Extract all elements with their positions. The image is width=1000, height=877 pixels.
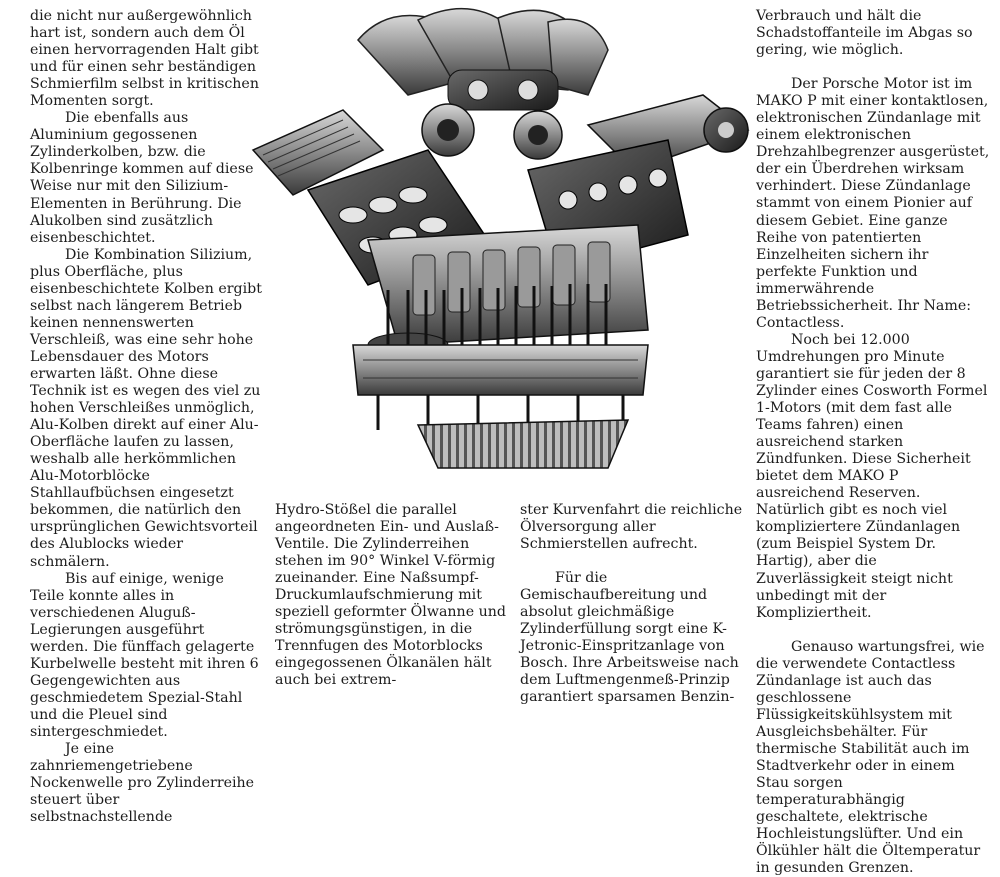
paragraph: Noch bei 12.000 Umdrehungen pro Minute garantiert sie für jeden der 8 Zylinder eines Cosworth Formel 1-Motors (mit dem fast alle Teams fahren) einen ausreichend starken Zündfunken. Diese Sicherheit bietet dem MAKO P ausreichend Reserven. Natürlich gibt es noch viel kompliziertere Zündanlagen (zum Beispiel System Dr. Hartig), aber die Zuverlässigkeit steigt nicht unbedingt mit der Kompliziertheit. bbox=[756, 331, 988, 621]
oil-pan bbox=[418, 420, 628, 468]
paragraph: ster Kurvenfahrt die reichliche Ölversorgung aller Schmierstellen aufrecht. bbox=[520, 502, 743, 553]
paragraph: Genauso wartungsfrei, wie die verwendete Contactless Zündanlage ist auch das geschlossene Flüssigkeitskühlsystem mit Ausgleichsbehälter. Für thermische Stabilität auch im Stadtverkehr oder in einem Stau sorgen temperaturabhängig geschaltete, elektrische Hochleistungslüfter. Und ein Ölkühler hält die Öltemperatur in gesunden Grenzen. bbox=[756, 638, 985, 877]
paragraph: die nicht nur außergewöhnlich hart ist, sondern auch dem Öl einen hervorragenden Halt gibt und für einen sehr beständigen Schmierfilm selbst in kritischen Momenten sorgt. bbox=[30, 8, 259, 110]
throttle-bodies bbox=[422, 104, 562, 159]
text-column-1 bbox=[30, 8, 262, 826]
paragraph: Bis auf einige, wenige Teile konnte alles in verschiedenen Aluguß-Legierungen ausgeführt werden. Die fünffach gelagerte Kurbelwelle besteht mit ihren 6 Gegengewichten aus geschmiedetem Spezial-Stahl und die Pleuel sind sintergeschmiedet. bbox=[30, 570, 259, 740]
intake-manifold bbox=[358, 9, 608, 110]
paragraph: Hydro-Stößel die parallel angeordneten Ein- und Auslaß-Ventile. Die Zylinderreihen stehen im 90° Winkel V-förmig zueinander. Eine Naßsumpf-Druckumlaufschmierung mit speziell geformter Ölwanne und strömungsgünstigen, in die Trennfugen des Motorblocks eingegossenen Ölkanälen hält auch bei extrem- bbox=[275, 502, 506, 689]
paragraph: Für die Gemischaufbereitung und absolut gleichmäßige Zylinderfüllung sorgt eine K-Jetronic-Einspritzanlage von Bosch. Ihre Arbeitsweise nach dem Luftmengenmeß-Prinzip garantiert sparsamen Benzin- bbox=[520, 570, 739, 706]
text-column-4 bbox=[756, 8, 990, 877]
paragraph: Die ebenfalls aus Aluminium gegossenen Zylinderkolben, bzw. die Kolbenringe kommen auf diese Weise nur mit den Silizium-Elementen in Berührung. Die Alukolben sind zusätzlich eisenbeschichtet. bbox=[30, 110, 254, 246]
text-column-2 bbox=[275, 502, 515, 690]
text-column-3 bbox=[520, 502, 750, 707]
paragraph: Der Porsche Motor ist im MAKO P mit einer kontaktlosen, elektronischen Zündanlage mit einem elektronischen Drehzahlbegrenzer ausgerüstet, der ein Überdrehen wirksam verhindert. Diese Zündanlage stammt von einem Pionier auf diesem Gebiet. Eine ganze Reihe von patentierten Einzelheiten sichern ihr perfekte Funktion und immerwährende Betriebssicherheit. Ihr Name: Contactless. bbox=[756, 76, 990, 331]
crankcase bbox=[353, 345, 648, 395]
paragraph: Verbrauch und hält die Schadstoffanteile im Abgas so gering, wie möglich. bbox=[756, 8, 973, 59]
engine-exploded-illustration bbox=[248, 0, 760, 470]
paragraph: Die Kombination Silizium, plus Oberfläche, plus eisenbeschichtete Kolben ergibt selbst nach längerem Betrieb keinen nennenswerten Verschleiß, was eine sehr hohe Lebensdauer des Motors erwarten läßt. Ohne diese Technik ist es wegen des viel zu hohen Verschleißes unmöglich, Alu-Kolben direkt auf einer Alu-Oberfläche laufen zu lassen, weshalb alle herkömmlichen Alu-Motorblöcke Stahllaufbüchsen eingesetzt bekommen, die natürlich den ursprünglichen Gewichtsvorteil des Alublocks wieder schmälern. bbox=[30, 246, 262, 570]
paragraph: Je eine zahnriemengetriebene Nockenwelle pro Zylinderreihe steuert über selbstnachstellende bbox=[30, 741, 255, 826]
